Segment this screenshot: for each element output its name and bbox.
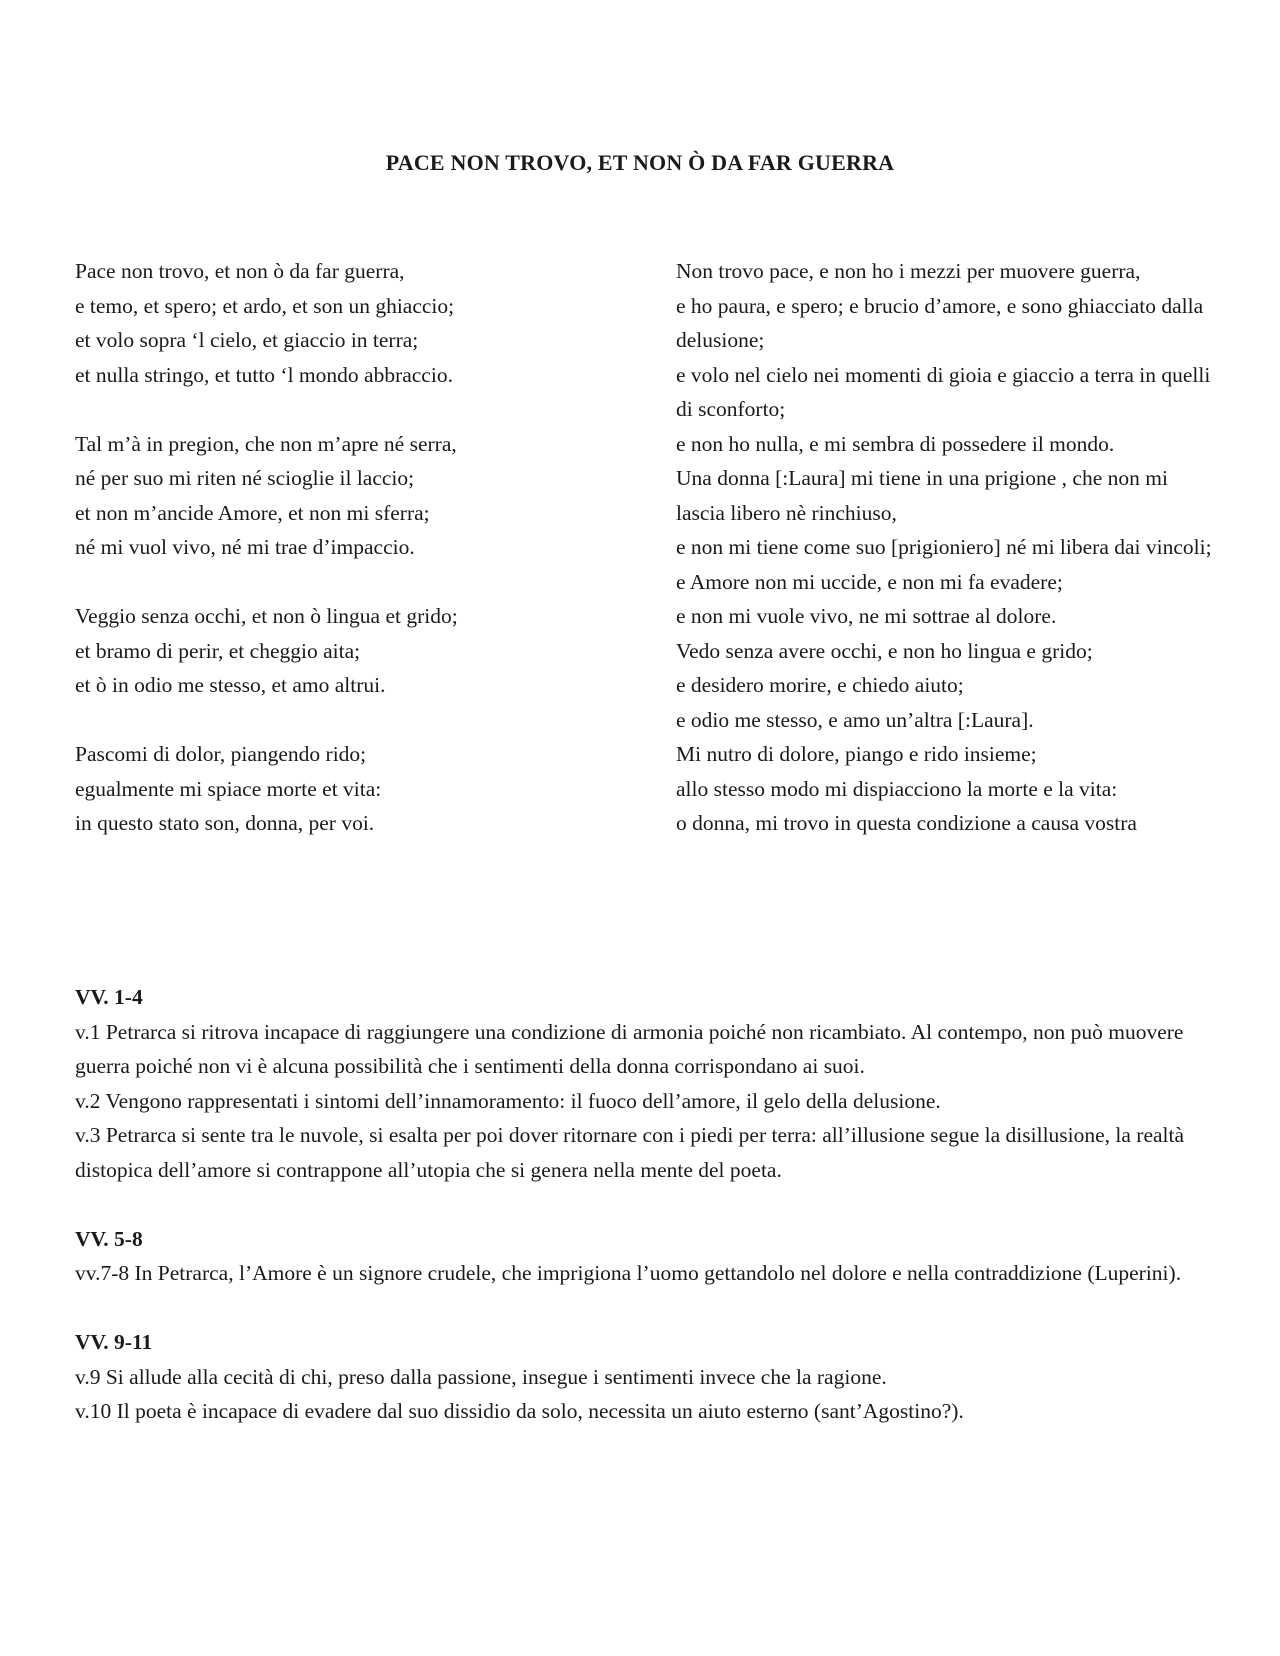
poem-line: egualmente mi spiace morte et vita: xyxy=(75,776,382,801)
poem-line: né mi vuol vivo, né mi trae d’impaccio. xyxy=(75,535,415,559)
poem-paraphrase xyxy=(676,254,1221,841)
commentary-note: vv.7-8 In Petrarca, l’Amore è un signore crudele, che imprigiona l’uomo gettandolo nel dolore e nella contraddizione (Luperini). xyxy=(75,1261,1182,1285)
poem-line: Pace non trovo, et non ò da far guerra, xyxy=(75,259,405,283)
poem-original xyxy=(75,254,635,841)
poem-line: e temo, et spero; et ardo, et son un ghiaccio; xyxy=(75,293,455,318)
section-heading: VV. 5-8 xyxy=(75,1226,143,1251)
poem-line: Pascomi di dolor, piangendo rido; xyxy=(75,742,367,766)
commentary-section-vv-9-11 xyxy=(75,1325,1215,1429)
poem-stanza-1 xyxy=(75,254,635,392)
commentary xyxy=(75,980,1215,1463)
paraphrase-line: e non mi vuole vivo, ne mi sottrae al dolore. xyxy=(676,604,1057,628)
poem-line: Tal m’à in pregion, che non m’apre né serra, xyxy=(75,431,457,456)
paraphrase-line: e non mi tiene come suo [prigioniero] né mi libera dai vincoli; xyxy=(676,535,1212,559)
poem-stanza-4 xyxy=(75,737,635,841)
paraphrase-line: Vedo senza avere occhi, e non ho lingua e grido; xyxy=(676,638,1093,663)
commentary-note: v.3 Petrarca si sente tra le nuvole, si esalta per poi dover ritornare con i piedi per terra: all’illusione segue la disillusione, la realtà distopica dell’amore si contrappone all’utopia che si genera nella mente del poeta. xyxy=(75,1123,1185,1182)
paraphrase-line: o donna, mi trovo in questa condizione a causa vostra xyxy=(676,811,1137,835)
poem-line: et volo sopra ‘l cielo, et giaccio in terra; xyxy=(75,328,419,352)
poem-line: et non m’ancide Amore, et non mi sferra; xyxy=(75,500,430,525)
poem-line: et ò in odio me stesso, et amo altrui. xyxy=(75,673,386,697)
poem-line: Veggio senza occhi, et non ò lingua et grido; xyxy=(75,604,458,628)
document-title: PACE NON TROVO, ET NON Ò DA FAR GUERRA xyxy=(385,150,895,175)
paraphrase-line: e non ho nulla, e mi sembra di possedere il mondo. xyxy=(676,431,1115,456)
paraphrase-line: Mi nutro di dolore, piango e rido insieme; xyxy=(676,742,1037,766)
poem-line: né per suo mi riten né scioglie il laccio; xyxy=(75,466,415,490)
commentary-note: v.2 Vengono rappresentati i sintomi dell’innamoramento: il fuoco dell’amore, il gelo della delusione. xyxy=(75,1088,941,1113)
section-heading: VV. 9-11 xyxy=(75,1330,153,1354)
paraphrase-line: e volo nel cielo nei momenti di gioia e giaccio a terra in quelli di sconforto; xyxy=(676,362,1211,421)
poem-line: et nulla stringo, et tutto ‘l mondo abbraccio. xyxy=(75,362,453,387)
commentary-note: v.10 Il poeta è incapace di evadere dal suo dissidio da solo, necessita un aiuto esterno (sant’Agostino?). xyxy=(75,1399,964,1423)
commentary-note: v.1 Petrarca si ritrova incapace di raggiungere una condizione di armonia poiché non ricambiato. Al contempo, non può muovere guerra poiché non vi è alcuna possibilità che i sentimenti della donna corrispondano ai suoi. xyxy=(75,1019,1184,1078)
paraphrase-line: Non trovo pace, e non ho i mezzi per muovere guerra, xyxy=(676,259,1141,283)
paraphrase-line: allo stesso modo mi dispiacciono la morte e la vita: xyxy=(676,776,1118,801)
paraphrase-line: Una donna [:Laura] mi tiene in una prigione , che non mi lascia libero nè rinchiuso, xyxy=(676,466,1168,525)
commentary-section-vv-1-4 xyxy=(75,980,1215,1187)
section-heading: VV. 1-4 xyxy=(75,985,143,1009)
poem-line: et bramo di perir, et cheggio aita; xyxy=(75,638,361,663)
paraphrase-line: e ho paura, e spero; e brucio d’amore, e sono ghiacciato dalla delusione; xyxy=(676,293,1204,352)
paraphrase-line: e odio me stesso, e amo un’altra [:Laura]. xyxy=(676,707,1034,732)
poem-stanza-2 xyxy=(75,427,635,565)
paraphrase-line: e desidero morire, e chiedo aiuto; xyxy=(676,673,964,697)
poem-stanza-3 xyxy=(75,599,635,703)
commentary-note: v.9 Si allude alla cecità di chi, preso dalla passione, insegue i sentimenti invece che la ragione. xyxy=(75,1364,887,1389)
commentary-section-vv-5-8 xyxy=(75,1222,1215,1291)
poem-line: in questo stato son, donna, per voi. xyxy=(75,811,375,835)
paraphrase-line: e Amore non mi uccide, e non mi fa evadere; xyxy=(676,569,1063,594)
